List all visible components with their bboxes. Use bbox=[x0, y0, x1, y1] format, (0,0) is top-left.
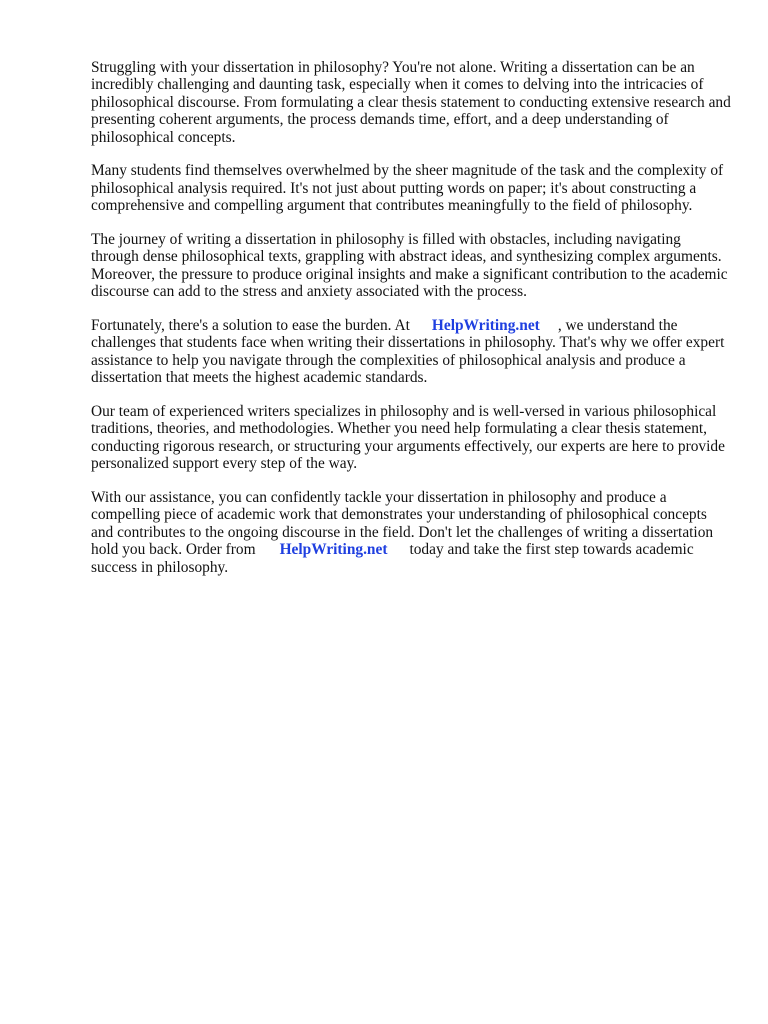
paragraph-6-text-before: With our assistance, you can confidently tackle your dissertation in philosophy and produce a compelling piece of academic work that demonstrates your understanding of philosophical concepts and contributes to the ongoing discourse in the field. Don't let the challenges of writing a dissertation hold you back. Order from bbox=[91, 489, 714, 559]
document-body bbox=[91, 59, 731, 593]
paragraph-3: The journey of writing a dissertation in philosophy is filled with obstacles, including navigating through dense philosophical texts, grappling with abstract ideas, and synthesizing complex arguments. Moreover, the pressure to produce original insights and make a significant contribution to the academic discourse can add to the stress and anxiety associated with the process. bbox=[91, 231, 728, 301]
paragraph-6 bbox=[91, 489, 731, 576]
paragraph-4 bbox=[91, 317, 731, 387]
paragraph-4-text-before: Fortunately, there's a solution to ease the burden. At bbox=[91, 317, 410, 335]
paragraph-2: Many students find themselves overwhelmed by the sheer magnitude of the task and the complexity of philosophical analysis required. It's not just about putting words on paper; it's about constructing a comprehensive and compelling argument that contributes meaningfully to the field of philosophy. bbox=[91, 162, 724, 215]
paragraph-5: Our team of experienced writers specializes in philosophy and is well-versed in various philosophical traditions, theories, and methodologies. Whether you need help formulating a clear thesis statement, conducting rigorous research, or structuring your arguments effectively, our experts are here to provide personalized support every step of the way. bbox=[91, 403, 725, 473]
helpwriting-link[interactable]: HelpWriting.net bbox=[431, 317, 540, 335]
helpwriting-order-link[interactable]: HelpWriting.net bbox=[279, 541, 388, 559]
paragraph-6-text-after: today and take the first step towards academic success in philosophy. bbox=[91, 541, 694, 576]
paragraph-4-text-after: , we understand the challenges that students face when writing their dissertations in philosophy. That's why we offer expert assistance to help you navigate through the complexities of philosophical analysis and produce a dissertation that meets the highest academic standards. bbox=[91, 317, 725, 387]
paragraph-1: Struggling with your dissertation in philosophy? You're not alone. Writing a dissertation can be an incredibly challenging and daunting task, especially when it comes to delving into the intricacies of philosophical discourse. From formulating a clear thesis statement to conducting extensive research and presenting coherent arguments, the process demands time, effort, and a deep understanding of philosophical concepts. bbox=[91, 59, 731, 146]
